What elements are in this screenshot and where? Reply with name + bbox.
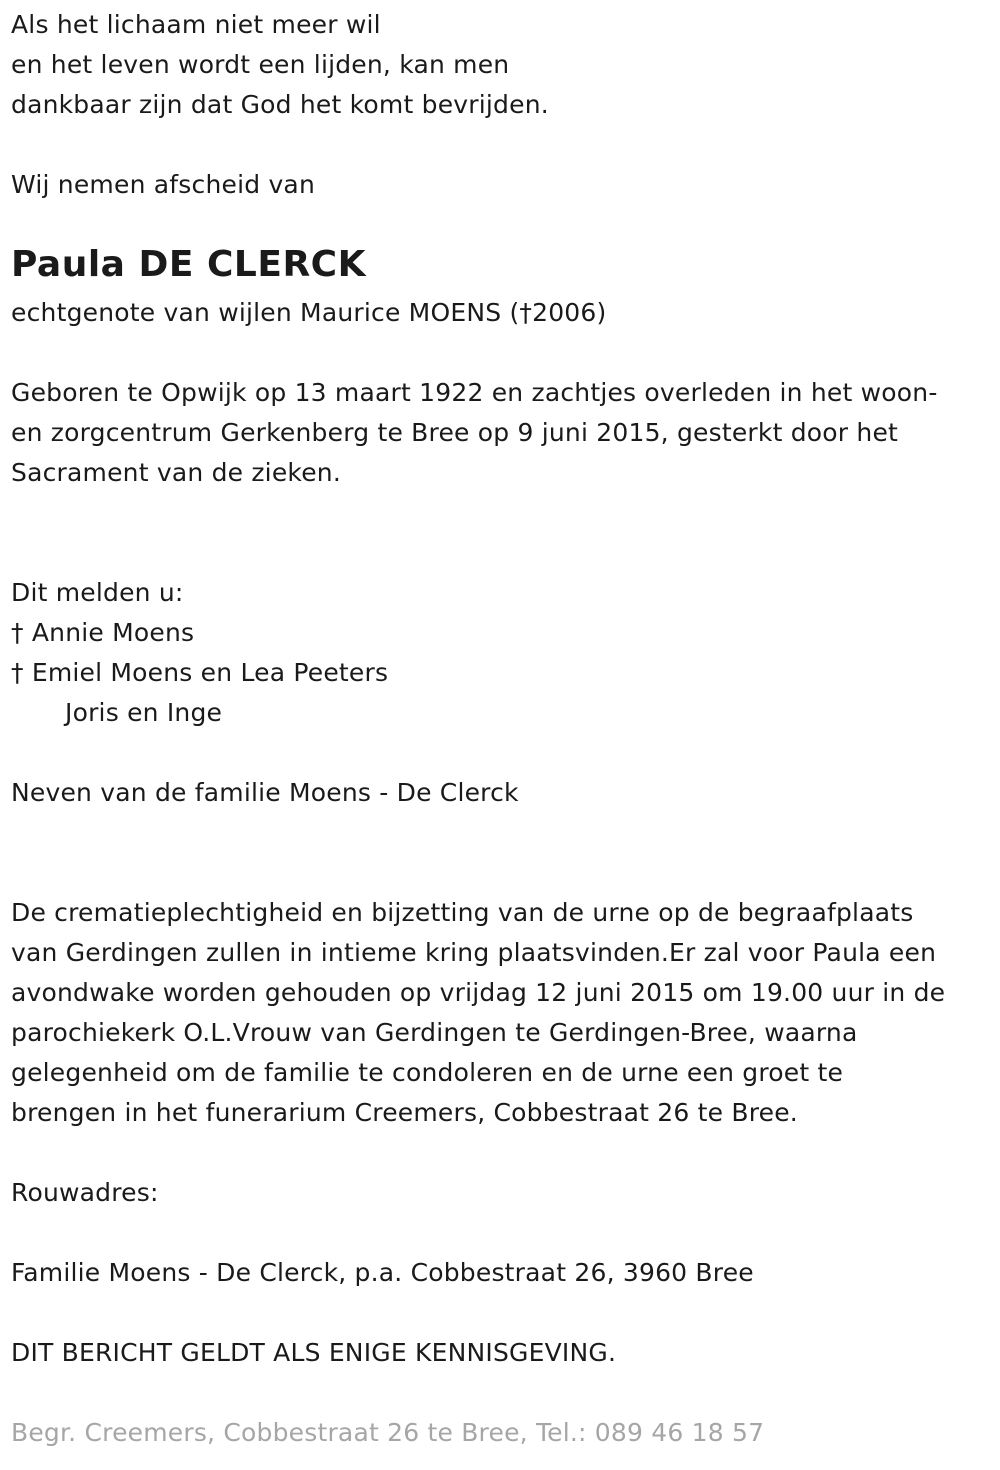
intro-text: Wij nemen afscheid van	[11, 170, 315, 199]
ceremony-line: De crematieplechtigheid en bijzetting van de urne op de begraafplaats	[11, 898, 914, 927]
ceremony-line: avondwake worden gehouden op vrijdag 12 juni 2015 om 19.00 uur in de	[11, 978, 946, 1007]
family-line: Neven van de familie Moens - De Clerck	[11, 778, 519, 807]
spouse-line: echtgenote van wijlen Maurice MOENS (†2006)	[11, 298, 607, 327]
birth-death-line: Sacrament van de zieken.	[11, 458, 341, 487]
birth-death-line: Geboren te Opwijk op 13 maart 1922 en zachtjes overleden in het woon-	[11, 378, 938, 407]
notice-text: DIT BERICHT GELDT ALS ENIGE KENNISGEVING.	[11, 1338, 617, 1367]
footer-text: Begr. Creemers, Cobbestraat 26 te Bree, Tel.: 089 46 18 57	[11, 1418, 765, 1447]
ceremony-line: gelegenheid om de familie te condoleren en de urne een groet te	[11, 1058, 844, 1087]
poem-line: en het leven wordt een lijden, kan men	[11, 50, 510, 79]
address-heading: Rouwadres:	[11, 1178, 159, 1207]
announcer-line: Joris en Inge	[65, 698, 223, 727]
announcers-heading: Dit melden u:	[11, 578, 184, 607]
birth-death-line: en zorgcentrum Gerkenberg te Bree op 9 juni 2015, gesterkt door het	[11, 418, 899, 447]
poem-line: dankbaar zijn dat God het komt bevrijden.	[11, 90, 549, 119]
announcer-line: † Annie Moens	[11, 618, 195, 647]
deceased-name: Paula DE CLERCK	[11, 244, 367, 285]
address-value: Familie Moens - De Clerck, p.a. Cobbestraat 26, 3960 Bree	[11, 1258, 754, 1287]
poem-line: Als het lichaam niet meer wil	[11, 10, 381, 39]
ceremony-line: parochiekerk O.L.Vrouw van Gerdingen te Gerdingen-Bree, waarna	[11, 1018, 858, 1047]
announcer-line: † Emiel Moens en Lea Peeters	[11, 658, 389, 687]
ceremony-line: brengen in het funerarium Creemers, Cobbestraat 26 te Bree.	[11, 1098, 798, 1127]
ceremony-line: van Gerdingen zullen in intieme kring plaatsvinden.Er zal voor Paula een	[11, 938, 937, 967]
